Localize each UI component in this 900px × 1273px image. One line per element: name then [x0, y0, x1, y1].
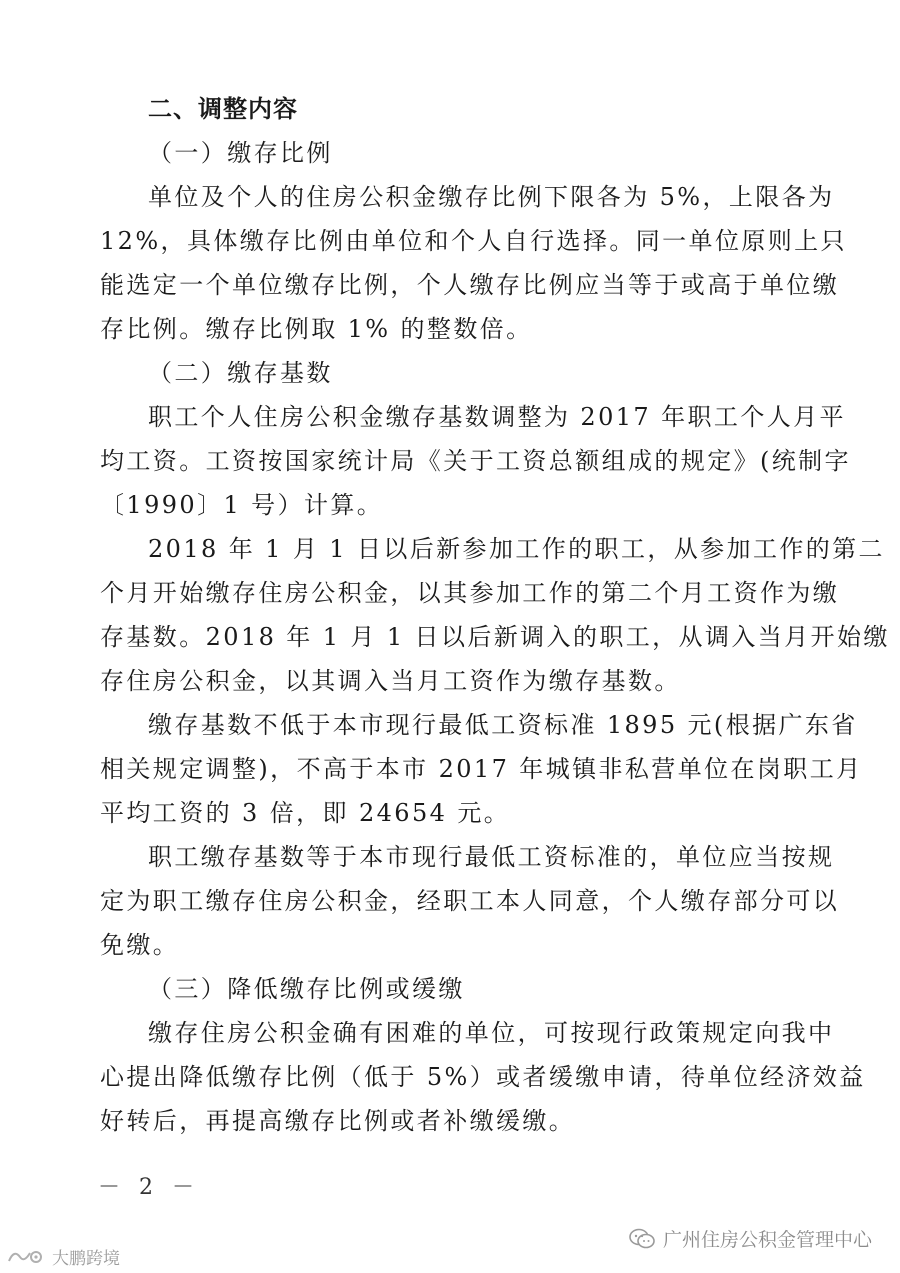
paragraph-line: 〔1990〕1 号）计算。	[100, 491, 384, 519]
paragraph-line: 存住房公积金，以其调入当月工资作为缴存基数。	[100, 667, 681, 695]
paragraph-line: 相关规定调整)，不高于本市 2017 年城镇非私营单位在岗职工月	[100, 755, 863, 783]
paragraph-line: 个月开始缴存住房公积金，以其参加工作的第二个月工资作为缴	[100, 579, 840, 607]
section-heading: 二、调整内容	[148, 95, 298, 123]
subsection-heading: （二）缴存基数	[148, 359, 333, 387]
paragraph-line: 定为职工缴存住房公积金，经职工本人同意，个人缴存部分可以	[100, 887, 840, 915]
paragraph-line: 缴存基数不低于本市现行最低工资标准 1895 元(根据广东省	[148, 711, 858, 739]
paragraph-line: 存基数。2018 年 1 月 1 日以后新调入的职工，从调入当月开始缴	[100, 623, 890, 651]
paragraph-line: 均工资。工资按国家统计局《关于工资总额组成的规定》(统制字	[100, 447, 851, 475]
watermark-source	[629, 1225, 872, 1252]
paragraph-line: 平均工资的 3 倍，即 24654 元。	[100, 799, 511, 827]
paragraph-line: 缴存住房公积金确有困难的单位，可按现行政策规定向我中	[148, 1019, 835, 1047]
page-number: － 2 －	[98, 1175, 200, 1200]
paragraph-line: 好转后，再提高缴存比例或者补缴缓缴。	[100, 1107, 576, 1135]
watermark-source-text: 广州住房公积金管理中心	[662, 1229, 872, 1251]
watermark-brand	[6, 1244, 120, 1269]
subsection-heading: （一）缴存比例	[148, 139, 333, 167]
paragraph-line: 单位及个人的住房公积金缴存比例下限各为 5%，上限各为	[148, 183, 835, 211]
paragraph-line: 职工个人住房公积金缴存基数调整为 2017 年职工个人月平	[148, 403, 846, 431]
paragraph-line: 免缴。	[100, 931, 180, 959]
paragraph-line: 能选定一个单位缴存比例，个人缴存比例应当等于或高于单位缴	[100, 271, 840, 299]
paragraph-line: 存比例。缴存比例取 1% 的整数倍。	[100, 315, 533, 343]
paragraph-line: 12%，具体缴存比例由单位和个人自行选择。同一单位原则上只	[100, 227, 847, 255]
watermark-brand-text: 大鹏跨境	[52, 1249, 120, 1269]
paragraph-line: 2018 年 1 月 1 日以后新参加工作的职工，从参加工作的第二	[148, 535, 885, 563]
wechat-icon	[629, 1228, 655, 1250]
logo-icon	[6, 1247, 46, 1267]
subsection-heading: （三）降低缴存比例或缓缴	[148, 975, 465, 1003]
paragraph-line: 心提出降低缴存比例（低于 5%）或者缓缴申请，待单位经济效益	[100, 1063, 866, 1091]
paragraph-line: 职工缴存基数等于本市现行最低工资标准的，单位应当按规	[148, 843, 835, 871]
